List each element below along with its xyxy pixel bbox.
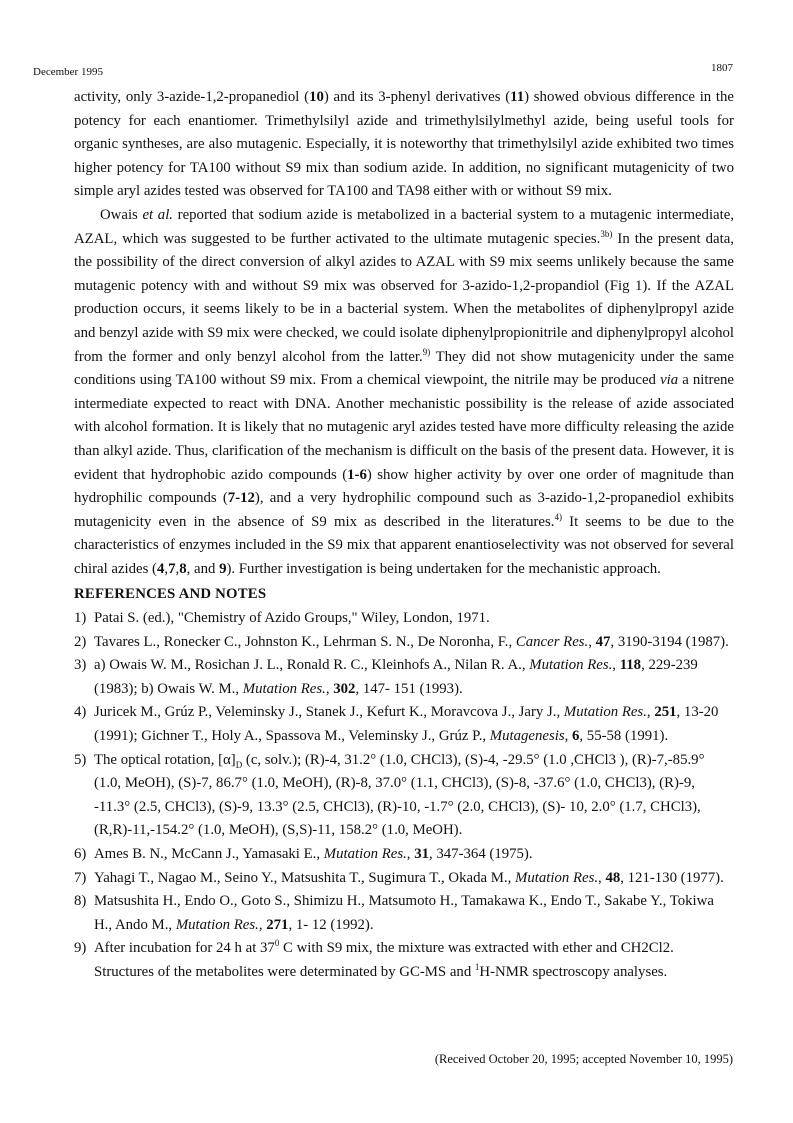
text-run: Matsushita H., Endo O., Goto S., Shimizu H., Matsumoto H., Tamakawa K., Endo T., Sakabe Y., Tokiwa H., Ando M.,	[94, 893, 714, 933]
journal-name: Mutation Res.	[323, 846, 407, 862]
journal-name: Mutagenesis	[489, 728, 565, 745]
isotope-superscript: 1	[474, 962, 480, 973]
reference-number: 1)	[74, 610, 87, 627]
text-run: ) show higher activity by over one order of magnitude than hydrophilic compounds (	[74, 466, 734, 507]
reference-number: 8)	[74, 893, 87, 910]
text-run: After incubation for 24 h at 37	[94, 940, 275, 957]
text-run: ) showed obvious difference in the potency for each enantiomer. Trimethylsilyl azide and trimethylsilylmethyl azide, being useful tools for organic syntheses, are also mutagenic. Especially, it is noteworthy that trimethylsilyl azide exhibited two times higher potency for TA100 without S9 mix than sodium azide. In addition, no significant mutagenicity of two simple aryl azides tested was observed for TA100 and TA98 either with or without S9 mix.	[74, 89, 734, 200]
text-run: In the present data, the possibility of the direct conversion of alkyl azides to AZAL with S9 mix seems unlikely because the same mutagenic potency with and without S9 mix was observed for 3-azido-1,2-propandiol (Fig 1). If the AZAL production occurs, it seems likely to be in a bacterial system. When the metabolites of diphenylpropyl azide and benzyl azide with S9 mix were checked, we could isolate diphenylpropionitrile and diphenylpropyl alcohol from the former and only benzyl alcohol from the latter.	[74, 230, 734, 365]
text-run: It seems to be due to the characteristics of enzymes included in the S9 mix that apparent enantioselectivity was not observed for several chiral azides (	[74, 513, 734, 577]
reference-text: Yahagi T., Nagao M., Seino Y., Matsushita T., Sugimura T., Okada M., Mutation Res., 48, 121-130 (1977).	[94, 869, 724, 886]
text-run: a) Owais W. M., Rosichan J. L., Ronald R. C., Kleinhofs A., Nilan R. A.,	[94, 657, 530, 674]
volume-number: 302	[333, 680, 356, 697]
reference-item-3	[74, 654, 734, 701]
text-run: Owais	[100, 206, 143, 223]
running-header-date: December 1995	[33, 66, 103, 78]
reference-item-9	[74, 937, 734, 984]
reference-item-6	[74, 843, 734, 867]
volume-number: 271	[266, 916, 289, 933]
reference-text: Tavares L., Ronecker C., Johnston K., Lehrman S. N., De Noronha, F., Cancer Res., 47, 3190-3194 (1987).	[94, 633, 729, 650]
compound-number: 11	[510, 89, 525, 105]
reference-text: Patai S. (ed.), "Chemistry of Azido Groups," Wiley, London, 1971.	[94, 610, 490, 627]
compound-number: 10	[309, 89, 324, 105]
volume-number: 118	[619, 657, 642, 674]
text-run: Yahagi T., Nagao M., Seino Y., Matsushita T., Sugimura T., Okada M.,	[94, 869, 516, 886]
reference-text: a) Owais W. M., Rosichan J. L., Ronald R. C., Kleinhofs A., Nilan R. A., Mutation Res., 118, 229-239 (1983); b) Owais W. M., Mutation Res., 302, 147- 151 (1993).	[94, 657, 698, 697]
text-run: a nitrene intermediate expected to react with DNA. Another mechanistic possibility is the release of azide associated with alcohol formation. It is likely that no mutagenic aryl azides tested have more difficulty releasing the azide than alkyl azide. Thus, clarification of the mechanism is difficult on the basis of the present data. However, it is evident that hydrophobic azido compounds (	[74, 372, 734, 483]
journal-name: Mutation Res.	[515, 869, 599, 886]
text-run: , and	[186, 560, 220, 577]
reference-number: 4)	[74, 704, 87, 721]
journal-name: Cancer Res.	[515, 633, 589, 650]
text-run: C with S9 mix, the mixture was extracted with ether and CH2Cl2. Structures of the metabolites were determinated by GC-MS and	[94, 940, 674, 980]
reference-item-4	[74, 701, 734, 748]
volume-number: 47	[595, 633, 611, 650]
subscript: D	[235, 759, 243, 770]
compound-number: 1-6	[347, 466, 367, 483]
reference-number: 5)	[74, 751, 87, 768]
text-run: , 347-364 (1975).	[429, 846, 533, 862]
text-run: The optical rotation, [α]	[94, 751, 236, 768]
citation-superscript: 3b)	[600, 228, 613, 239]
reference-text: Matsushita H., Endo O., Goto S., Shimizu H., Matsumoto H., Tamakawa K., Endo T., Sakabe Y., Tokiwa H., Ando M., Mutation Res., 271, 1- 12 (1992).	[94, 893, 714, 933]
received-date-note: (Received October 20, 1995; accepted November 10, 1995)	[434, 1052, 733, 1066]
citation-superscript: 4)	[554, 511, 562, 522]
compound-number: 8	[179, 560, 187, 577]
reference-number: 3)	[74, 657, 87, 674]
reference-text	[94, 749, 734, 843]
italic-text: via	[660, 372, 679, 389]
reference-number: 2)	[74, 633, 87, 650]
journal-name: Mutation Res.	[242, 680, 326, 697]
text-run: , 1- 12 (1992).	[288, 916, 374, 933]
reference-item-1	[74, 607, 734, 631]
text-run: , 121-130 (1977).	[620, 869, 724, 886]
italic-text: et al.	[142, 206, 174, 223]
reference-item-7	[74, 867, 734, 891]
reference-item-5	[74, 749, 734, 843]
text-run: Ames B. N., McCann J., Yamasaki E.,	[94, 846, 324, 862]
text-run: , 147- 151 (1993).	[355, 680, 463, 697]
reference-number: 7)	[74, 869, 87, 886]
compound-number: 7	[168, 560, 176, 577]
journal-name: Mutation Res.	[529, 657, 613, 674]
compound-number: 7-12	[227, 490, 255, 507]
page-number: 1807	[711, 62, 733, 74]
reference-text	[94, 937, 734, 984]
references-heading: REFERENCES AND NOTES	[74, 586, 267, 603]
text-run: activity, only 3-azide-1,2-propanediol (	[74, 89, 310, 105]
reference-text: Ames B. N., McCann J., Yamasaki E., Mutation Res., 31, 347-364 (1975).	[94, 846, 533, 862]
text-run: , 3190-3194 (1987).	[610, 633, 729, 650]
text-run: reported that sodium azide is metabolized in a bacterial system to a mutagenic intermediate, AZAL, which was suggested to be further activated to the ultimate mutagenic species.	[74, 206, 735, 247]
reference-item-8	[74, 890, 734, 937]
text-run: Juricek M., Grúz P., Veleminsky J., Stanek J., Kefurt K., Moravcova J., Jary J.,	[94, 704, 564, 721]
volume-number: 31	[414, 846, 429, 862]
reference-number: 6)	[74, 846, 87, 862]
reference-text: Juricek M., Grúz P., Veleminsky J., Stanek J., Kefurt K., Moravcova J., Jary J., Mutation Res., 251, 13-20 (1991); Gichner T., Holy A., Spassova M., Veleminsky J., Grúz P., Mutagenesis, 6, 55-58 (1991).	[94, 704, 719, 745]
text-run: , 229-239 (1983); b) Owais W. M.,	[94, 657, 698, 697]
text-run: ), and a very hydrophilic compound such as 3-azido-1,2-propanediol exhibits mutagenicity even in the absence of S9 mix as described in the literatures.	[74, 490, 735, 530]
text-run: They did not show mutagenicity under the same conditions using TA100 without S9 mix. From a chemical viewpoint, the nitrile may be produced	[74, 348, 734, 389]
text-run: ) and its 3-phenyl derivatives (	[323, 89, 511, 105]
reference-item-2	[74, 631, 734, 655]
compound-number: 4	[156, 560, 165, 577]
paragraph-1	[74, 86, 734, 204]
citation-superscript: 9)	[422, 346, 431, 357]
reference-list	[74, 607, 734, 985]
volume-number: 48	[605, 869, 621, 886]
text-run: ). Further investigation is being undertaken for the mechanistic approach.	[226, 560, 661, 577]
journal-name: Mutation Res.	[563, 704, 647, 721]
text-run: , 55-58 (1991).	[579, 728, 669, 745]
text-run: , 13-20 (1991); Gichner T., Holy A., Spassova M., Veleminsky J., Grúz P.,	[94, 704, 719, 745]
volume-number: 251	[654, 704, 677, 721]
text-run: Tavares L., Ronecker C., Johnston K., Lehrman S. N., De Noronha, F.,	[94, 633, 516, 650]
reference-number: 9)	[74, 940, 87, 957]
journal-name: Mutation Res.	[175, 916, 259, 933]
text-run: H-NMR spectroscopy analyses.	[479, 963, 668, 980]
volume-number: 6	[572, 728, 580, 745]
paragraph-2: Owais et al. reported that sodium azide is metabolized in a bacterial system to a mutagenic intermediate, AZAL, which was suggested to be further activated to the ultimate mutagenic species.$^{3b)}$ In the present data, the possibility of the direct conversion of alkyl azides to AZAL with S9 mix seems unlikely because the same mutagenic potency with and without S9 mix was observed for 3-azido-1,2-propandiol (Fig 1). If the AZAL production occurs, it seems likely to be in a bacterial system. When the metabolites of diphenylpropyl azide and benzyl azide with S9 mix were checked, we could isolate diphenylpropionitrile and diphenylpropyl alcohol from the former and only benzyl alcohol from the latter.$^{9)}$ They did not show mutagenicity under the same conditions using TA100 without S9 mix. From a chemical viewpoint, the nitrile may be produced via a nitrene intermediate expected to react with DNA. Another mechanistic possibility is the release of azide associated with alcohol formation. It is likely that no mutagenic aryl azides tested have more difficulty releasing the azide than alkyl azide. Thus, clarification of the mechanism is difficult on the basis of the present data. However, it is evident that hydrophobic azido compounds (1-6) show higher activity by over one order of magnitude than hydrophilic compounds (7-12), and a very hydrophilic compound such as 3-azido-1,2-propanediol exhibits mutagenicity even in the absence of S9 mix as described in the literatures.$^{4)}$ It seems to be due to the characteristics of enzymes included in the S9 mix that apparent enantioselectivity was not observed for several chiral azides (4,7,8, and 9). Further investigation is being undertaken for the mechanistic approach.	[74, 206, 735, 577]
degree-superscript: 0	[274, 938, 280, 949]
text-run: (c, solv.); (R)-4, 31.2° (1.0, CHCl3), (S)-4, -29.5° (1.0 ,CHCl3 ), (R)-7,-85.9° (1.0, MeOH), (S)-7, 86.7° (1.0, MeOH), (R)-8, 37.0° (1.1, CHCl3), (S)-8, -37.6° (1.0, CHCl3), (R)-9, -11.3° (2.5, CHCl3), (S)-9, 13.3° (2.5, CHCl3), (R)-10, -1.7° (2.0, CHCl3), (S)- 10, 2.0° (1.7, CHCl3), (R,R)-11,-154.2° (1.0, MeOH), (S,S)-11, 158.2° (1.0, MeOH).	[94, 751, 705, 839]
article-body	[74, 86, 734, 985]
compound-number: 9	[219, 560, 227, 577]
